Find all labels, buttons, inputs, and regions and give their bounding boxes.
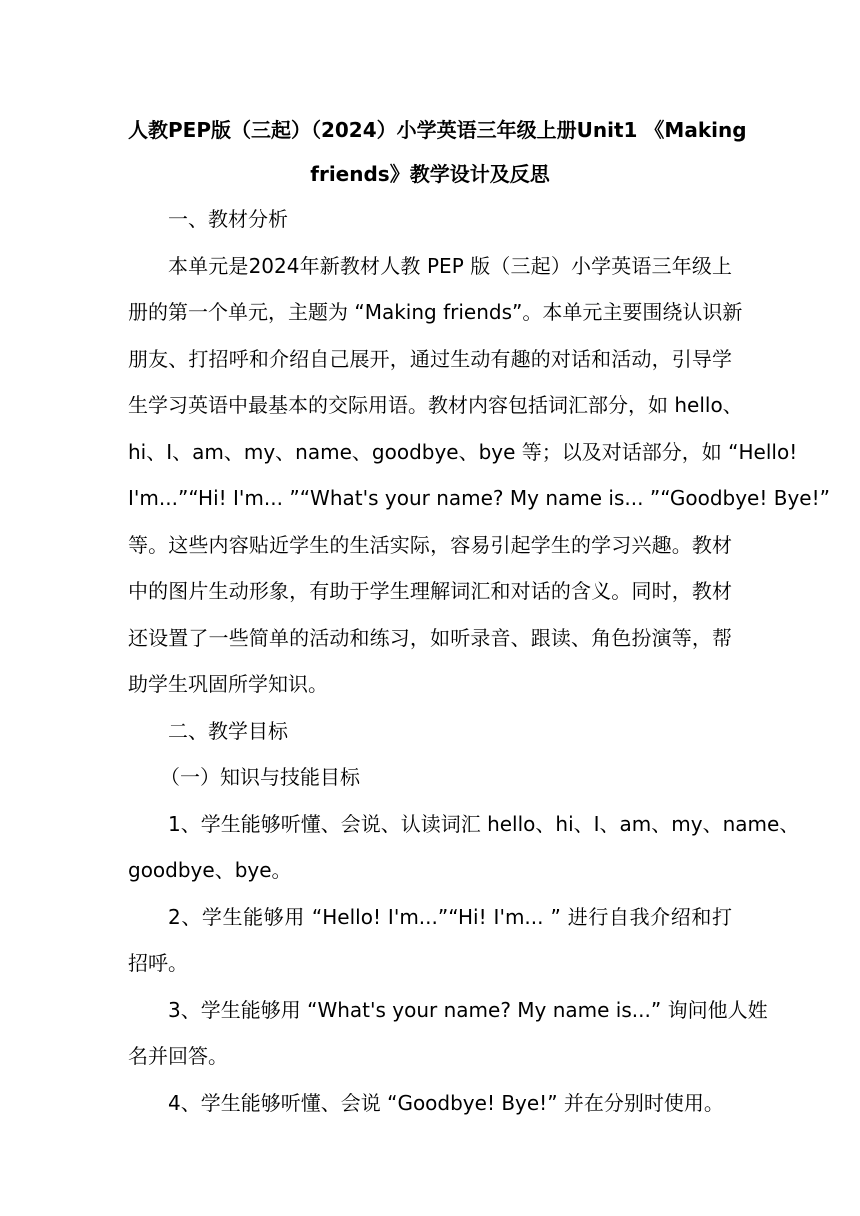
paragraph-line: 生学习英语中最基本的交际用语。教材内容包括词汇部分，如 hello、 (128, 393, 743, 417)
title-line-1: 人教PEP版（三起）（2024）小学英语三年级上册Unit1 《Making (128, 118, 747, 142)
objective-line: 2、学生能够用 “Hello! I'm...”“Hi! I'm... ” 进行自我介绍和打 (168, 904, 732, 929)
objective-line: goodbye、bye。 (128, 858, 292, 882)
objective-line: 1、学生能够听懂、会说、认读词汇 hello、hi、I、am、my、name、 (168, 811, 800, 836)
paragraph-line: 助学生巩固所学知识。 (128, 672, 328, 696)
document-page (128, 108, 830, 1126)
objective-line: 3、学生能够用 “What's your name? My name is...” 询问他人姓 (168, 997, 768, 1022)
paragraph-line: hi、I、am、my、name、goodbye、bye 等；以及对话部分，如 “Hello! (128, 439, 798, 464)
objective-line: 名并回答。 (128, 1044, 228, 1068)
paragraph-line: 本单元是2024年新教材人教 PEP 版（三起）小学英语三年级上 (168, 253, 732, 278)
subheading-knowledge-skills: （一）知识与技能目标 (160, 765, 360, 789)
paragraph-line: 等。这些内容贴近学生的生活实际，容易引起学生的学习兴趣。教材 (128, 532, 732, 557)
objective-item-1 (128, 801, 800, 894)
title-line-2: friends》教学设计及反思 (310, 162, 550, 186)
objective-line: 招呼。 (128, 951, 188, 975)
objective-item-2 (128, 894, 732, 987)
textbook-analysis-paragraph (128, 243, 830, 708)
document-title (128, 108, 747, 196)
section-heading-textbook-analysis: 一、教材分析 (168, 207, 288, 231)
objective-item-3 (128, 987, 768, 1080)
paragraph-line: 中的图片生动形象，有助于学生理解词汇和对话的含义。同时，教材 (128, 579, 732, 603)
paragraph-line: I'm...”“Hi! I'm... ”“What's your name? My name is... ”“Goodbye! Bye!” (128, 486, 830, 510)
paragraph-line: 朋友、打招呼和介绍自己展开，通过生动有趣的对话和活动，引导学 (128, 346, 732, 371)
paragraph-line: 还设置了一些简单的活动和练习，如听录音、跟读、角色扮演等，帮 (128, 625, 732, 650)
paragraph-line: 册的第一个单元，主题为 “Making friends”。本单元主要围绕认识新 (128, 300, 743, 324)
objective-line: 4、学生能够听懂、会说 “Goodbye! Bye!” 并在分别时使用。 (168, 1090, 724, 1115)
objective-item-4 (128, 1080, 732, 1127)
section-heading-teaching-objectives: 二、教学目标 (168, 718, 288, 743)
